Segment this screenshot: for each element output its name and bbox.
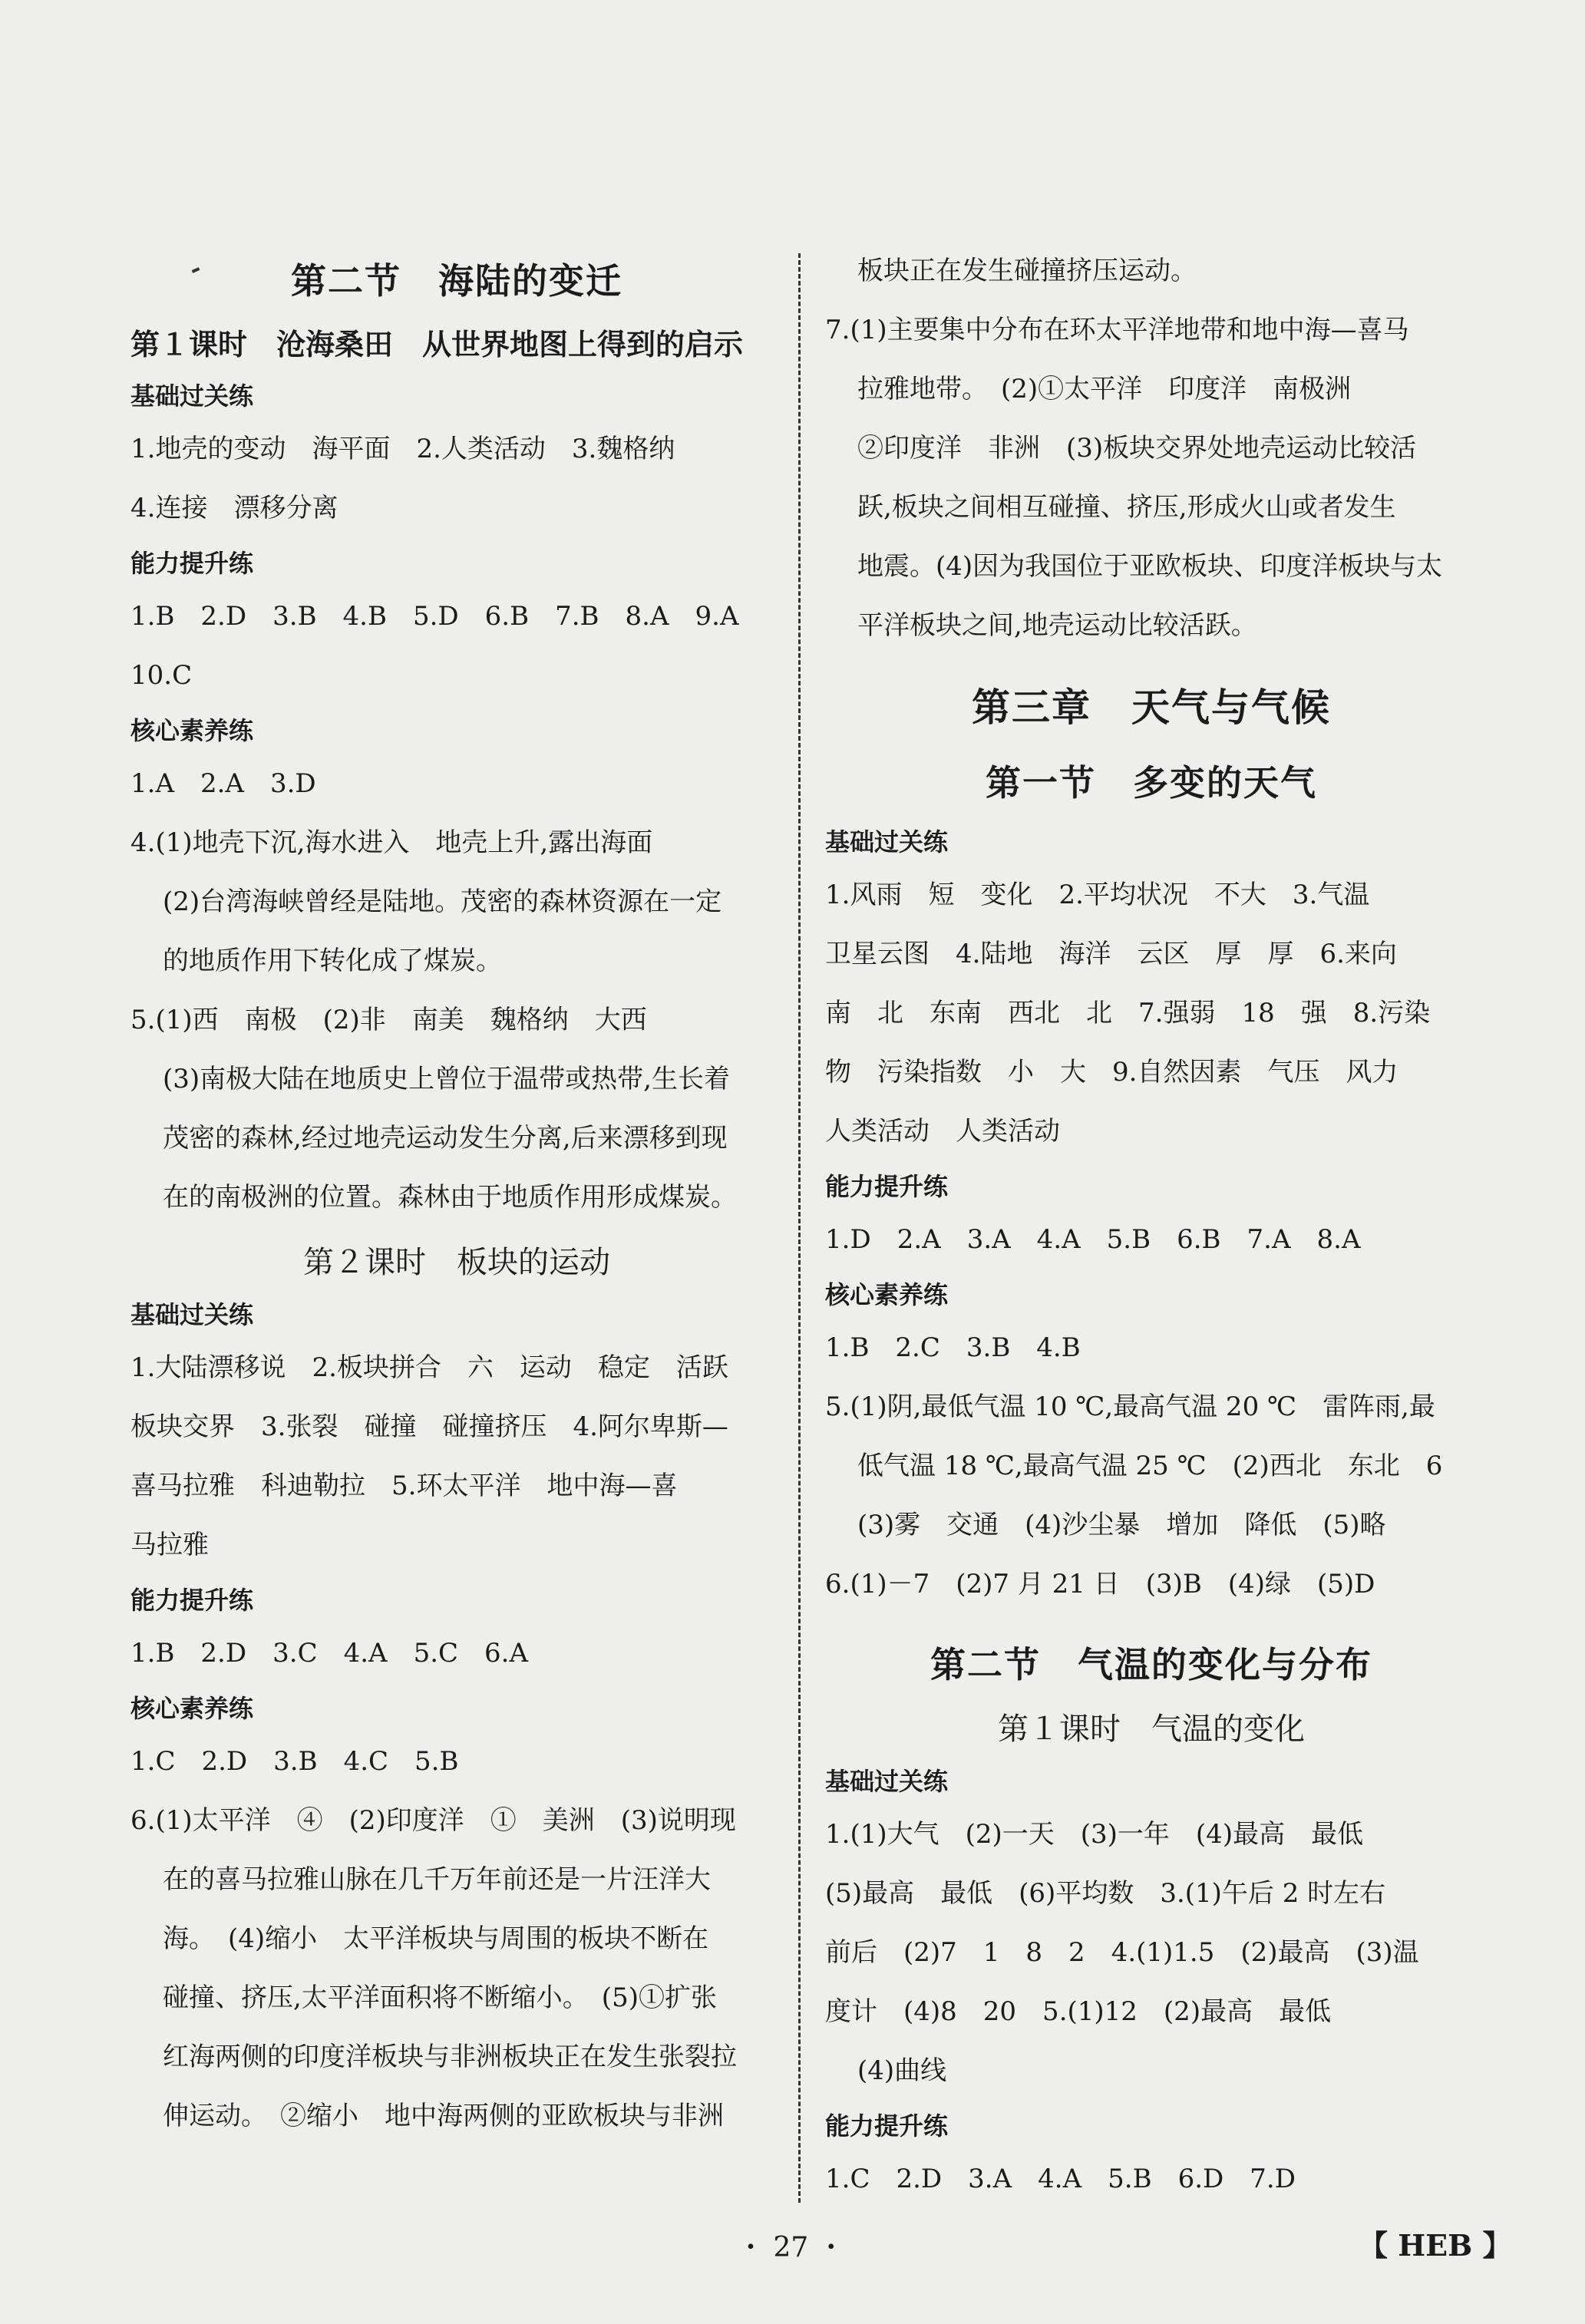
answer-line: 6.(1)－7 (2)7 月 21 日 (3)B (4)绿 (5)D (825, 1569, 1375, 1599)
answer-line: 板块交界 3.张裂 碰撞 碰撞挤压 4.阿尔卑斯— (130, 1411, 728, 1442)
answer-line: 1.D 2.A 3.A 4.A 5.B 6.B 7.A 8.A (825, 1224, 1361, 1255)
subheading-basic: 基础过关练 (130, 381, 254, 411)
answer-line: 10.C (130, 660, 193, 691)
answer-line: 茂密的森林,经过地壳运动发生分离,后来漂移到现 (163, 1123, 728, 1154)
answer-line: (3)南极大陆在地质史上曾位于温带或热带,生长着 (163, 1064, 730, 1094)
answer-line: (5)最高 最低 (6)平均数 3.(1)午后 2 时左右 (825, 1878, 1386, 1909)
answer-line: 马拉雅 (130, 1530, 209, 1560)
answer-line: 卫星云图 4.陆地 海洋 云区 厚 厚 6.来向 (825, 939, 1397, 969)
left-column (130, 230, 783, 2146)
subheading-ability: 能力提升练 (825, 1172, 949, 1201)
section-title: 第一节 多变的天气 (986, 762, 1317, 804)
answer-line: 低气温 18 ℃,最高气温 25 ℃ (2)西北 东北 6 (857, 1451, 1443, 1481)
answer-line: (4)曲线 (857, 2055, 947, 2086)
answer-line: 1.A 2.A 3.D (130, 768, 316, 799)
subheading-ability: 能力提升练 (130, 549, 254, 578)
answer-line: 1.地壳的变动 海平面 2.人类活动 3.魏格纳 (130, 434, 675, 464)
answer-line: 1.C 2.D 3.A 4.A 5.B 6.D 7.D (825, 2164, 1296, 2194)
answer-line: 碰撞、挤压,太平洋面积将不断缩小。 (5)①扩张 (163, 1982, 717, 2013)
subheading-core: 核心素养练 (130, 1694, 254, 1723)
answer-line: 7.(1)主要集中分布在环太平洋地带和地中海—喜马 (825, 315, 1409, 345)
answer-line: 1.B 2.D 3.B 4.B 5.D 6.B 7.B 8.A 9.A (130, 601, 739, 632)
right-column (825, 242, 1478, 2209)
answer-line: ②印度洋 非洲 (3)板块交界处地壳运动比较活 (857, 433, 1417, 464)
section-title: 第二节 海陆的变迁 (291, 260, 622, 302)
answer-line: 5.(1)西 南极 (2)非 南美 魏格纳 大西 (130, 1005, 647, 1035)
section-title: 第二节 气温的变化与分布 (930, 1644, 1372, 1685)
answer-line: 在的喜马拉雅山脉在几千万年前还是一片汪洋大 (163, 1864, 711, 1895)
answer-line: 物 污染指数 小 大 9.自然因素 气压 风力 (825, 1057, 1398, 1088)
answer-line: (3)雾 交通 (4)沙尘暴 增加 降低 (5)略 (857, 1510, 1386, 1540)
lesson-title: 第２课时 板块的运动 (303, 1245, 610, 1280)
subheading-core: 核心素养练 (130, 716, 254, 745)
lesson-title: 第１课时 气温的变化 (998, 1712, 1305, 1747)
answer-line: 地震。(4)因为我国位于亚欧板块、印度洋板块与太 (857, 551, 1443, 582)
subheading-ability: 能力提升练 (825, 2111, 949, 2141)
subheading-ability: 能力提升练 (130, 1586, 254, 1615)
answer-line: 板块正在发生碰撞挤压运动。 (857, 256, 1197, 286)
answer-line: 5.(1)阴,最低气温 10 ℃,最高气温 20 ℃ 雷阵雨,最 (825, 1391, 1435, 1422)
answer-line: 度计 (4)8 20 5.(1)12 (2)最高 最低 (825, 1996, 1332, 2027)
answer-line: 红海两侧的印度洋板块与非洲板块正在发生张裂拉 (163, 2042, 737, 2072)
subheading-basic: 基础过关练 (825, 827, 949, 857)
answer-line: 1.B 2.D 3.C 4.A 5.C 6.A (130, 1638, 529, 1669)
edition-tag: 【 HEB 】 (1359, 2228, 1512, 2263)
column-divider (798, 253, 801, 2203)
answer-line: 1.风雨 短 变化 2.平均状况 不大 3.气温 (825, 880, 1370, 910)
answer-line: 伸运动。 ②缩小 地中海两侧的亚欧板块与非洲 (163, 2101, 724, 2131)
page-number: ・ 27 ・ (737, 2232, 845, 2263)
answer-line: 喜马拉雅 科迪勒拉 5.环太平洋 地中海—喜 (130, 1471, 678, 1501)
answer-line: 跃,板块之间相互碰撞、挤压,形成火山或者发生 (857, 492, 1396, 523)
lesson-title: 第１课时 沧海桑田 从世界地图上得到的启示 (130, 328, 744, 361)
answer-line: 4.连接 漂移分离 (130, 493, 338, 523)
answer-line: 人类活动 人类活动 (825, 1116, 1060, 1147)
answer-line: 平洋板块之间,地壳运动比较活跃。 (857, 610, 1257, 641)
answer-line: 1.大陆漂移说 2.板块拼合 六 运动 稳定 活跃 (130, 1352, 728, 1383)
answer-line: (2)台湾海峡曾经是陆地。茂密的森林资源在一定 (163, 886, 722, 917)
answer-line: 海。 (4)缩小 太平洋板块与周围的板块不断在 (163, 1923, 709, 1954)
answer-line: 1.C 2.D 3.B 4.C 5.B (130, 1746, 459, 1777)
answer-line: 4.(1)地壳下沉,海水进入 地壳上升,露出海面 (130, 827, 653, 858)
answer-line: 1.(1)大气 (2)一天 (3)一年 (4)最高 最低 (825, 1819, 1364, 1850)
subheading-core: 核心素养练 (825, 1280, 949, 1309)
answer-line: 前后 (2)7 1 8 2 4.(1)1.5 (2)最高 (3)温 (825, 1937, 1419, 1968)
answer-line: 在的南极洲的位置。森林由于地质作用形成煤炭。 (163, 1182, 737, 1213)
subheading-basic: 基础过关练 (825, 1767, 949, 1796)
subheading-basic: 基础过关练 (130, 1300, 254, 1329)
answer-line: 南 北 东南 西北 北 7.强弱 18 强 8.污染 (825, 998, 1431, 1028)
answer-line: 拉雅地带。 (2)①太平洋 印度洋 南极洲 (857, 374, 1352, 404)
answer-line: 1.B 2.C 3.B 4.B (825, 1332, 1081, 1363)
answer-line: 的地质作用下转化成了煤炭。 (163, 946, 502, 976)
answer-line: 6.(1)太平洋 ④ (2)印度洋 ① 美洲 (3)说明现 (130, 1805, 736, 1836)
chapter-title: 第三章 天气与气候 (972, 685, 1331, 730)
